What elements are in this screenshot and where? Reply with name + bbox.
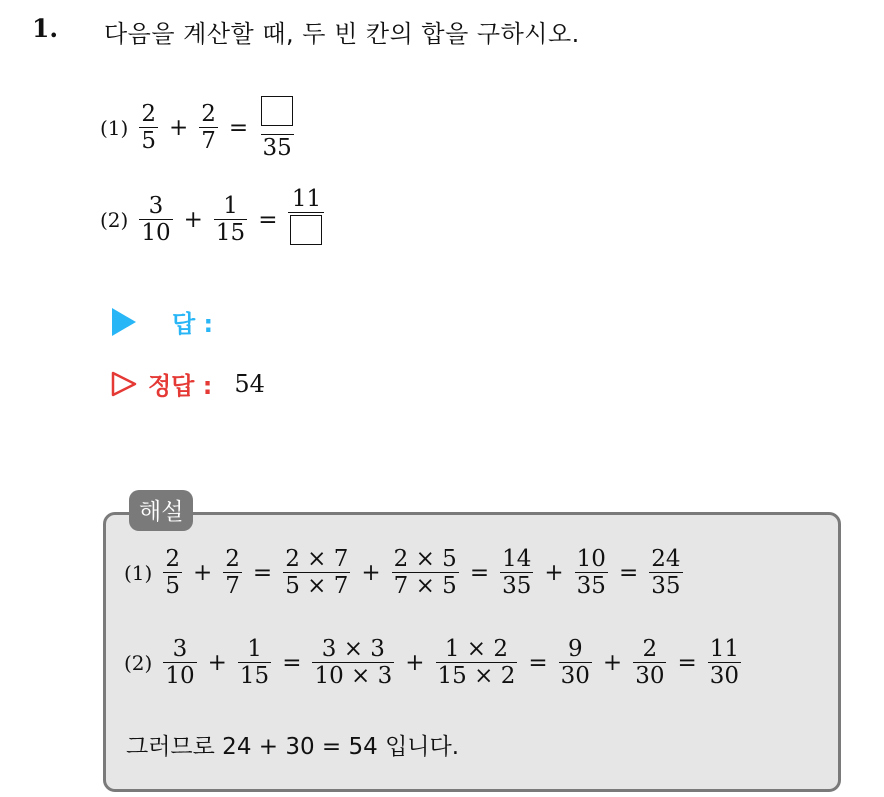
denominator: 5 [141,128,156,155]
numerator: 3 × 3 [321,636,385,662]
denominator: 10 × 3 [314,663,393,690]
denominator: 5 [165,573,180,600]
numerator: 3 [148,193,164,219]
fraction [214,193,247,247]
fraction [649,546,682,600]
denominator: 7 [201,128,216,155]
denominator: 15 [239,663,270,690]
numerator: 2 [201,101,216,127]
denominator: 30 [635,663,665,690]
numerator: 2 × 5 [393,546,457,572]
solution-expression [160,636,744,690]
operator: + [192,559,213,586]
fraction [392,546,459,600]
fraction [575,546,608,600]
answer-label: 답 : [172,310,214,338]
fraction [163,636,196,690]
denominator: 35 [576,573,606,600]
problem-2 [100,186,327,254]
denominator: 15 [215,220,246,247]
numerator: 1 [223,193,238,219]
fraction [500,546,533,600]
denominator: 15 × 2 [437,663,516,690]
blank-box[interactable] [290,215,322,245]
result-fraction [288,186,324,254]
operator: + [207,649,227,676]
solution-line-1 [124,546,686,600]
correct-value: 54 [234,369,265,398]
numerator: 14 [502,546,532,572]
operator: = [528,649,548,676]
numerator: 1 [247,636,262,662]
denominator: 7 [225,573,240,600]
answer-row [112,304,213,339]
numerator: 10 [576,546,606,572]
operator: + [405,649,425,676]
plus-sign: + [183,206,203,233]
fraction [238,636,271,690]
numerator: 2 × 7 [285,546,349,572]
denominator: 10 [141,220,171,247]
denominator: 10 [165,663,195,690]
denominator: 7 × 5 [393,573,457,600]
operator: + [361,559,381,586]
denominator: 35 [502,573,532,600]
denominator: 35 [651,573,681,600]
numerator: 2 [141,101,156,127]
operator: = [677,649,697,676]
fraction [436,636,518,690]
equals-sign: = [228,114,249,141]
result-fraction [259,94,295,162]
problem-1 [100,94,298,162]
equals-sign: = [258,206,278,233]
numerator: 9 [567,636,583,662]
fraction [312,636,394,690]
solution-expression [160,546,685,600]
play-triangle-icon [112,308,136,336]
outline-triangle-icon [110,370,138,398]
numerator: 11 [291,186,322,212]
blank-box[interactable] [261,96,293,126]
operator: + [544,559,564,586]
solution-label: (1) [124,560,153,585]
correct-label: 정답 : [148,372,213,400]
fraction [283,546,350,600]
solution-line-2 [124,636,744,690]
problem-label: (1) [100,115,129,140]
fraction [223,546,242,600]
fraction [633,636,666,690]
numerator: 2 [165,546,180,572]
numerator: 2 [225,546,240,572]
solution-conclusion: 그러므로 24 + 30 = 54 입니다. [126,734,460,760]
denominator: 30 [560,663,590,690]
numerator: 1 × 2 [444,636,509,662]
operator: = [252,559,273,586]
denominator: 35 [262,135,292,162]
numerator: 24 [651,546,681,572]
fraction [139,193,172,247]
solution-tag: 해설 [129,490,193,531]
operator: = [282,649,302,676]
fraction [163,546,182,600]
operator: + [602,649,623,676]
operator: = [469,559,490,586]
numerator: 2 [642,636,658,662]
numerator: 11 [709,636,740,662]
correct-answer-row [110,366,265,401]
operator: = [618,559,639,586]
fraction [199,101,218,155]
question-text: 다음을 계산할 때, 두 빈 칸의 합을 구하시오. [104,20,580,48]
fraction [139,101,158,155]
plus-sign: + [168,114,189,141]
problem-label: (2) [100,207,129,232]
denominator: 5 × 7 [285,573,349,600]
denominator: 30 [709,663,740,690]
fraction [559,636,592,690]
numerator: 3 [172,636,188,662]
fraction [708,636,741,690]
question-number: 1. [32,14,59,43]
solution-label: (2) [124,650,153,675]
